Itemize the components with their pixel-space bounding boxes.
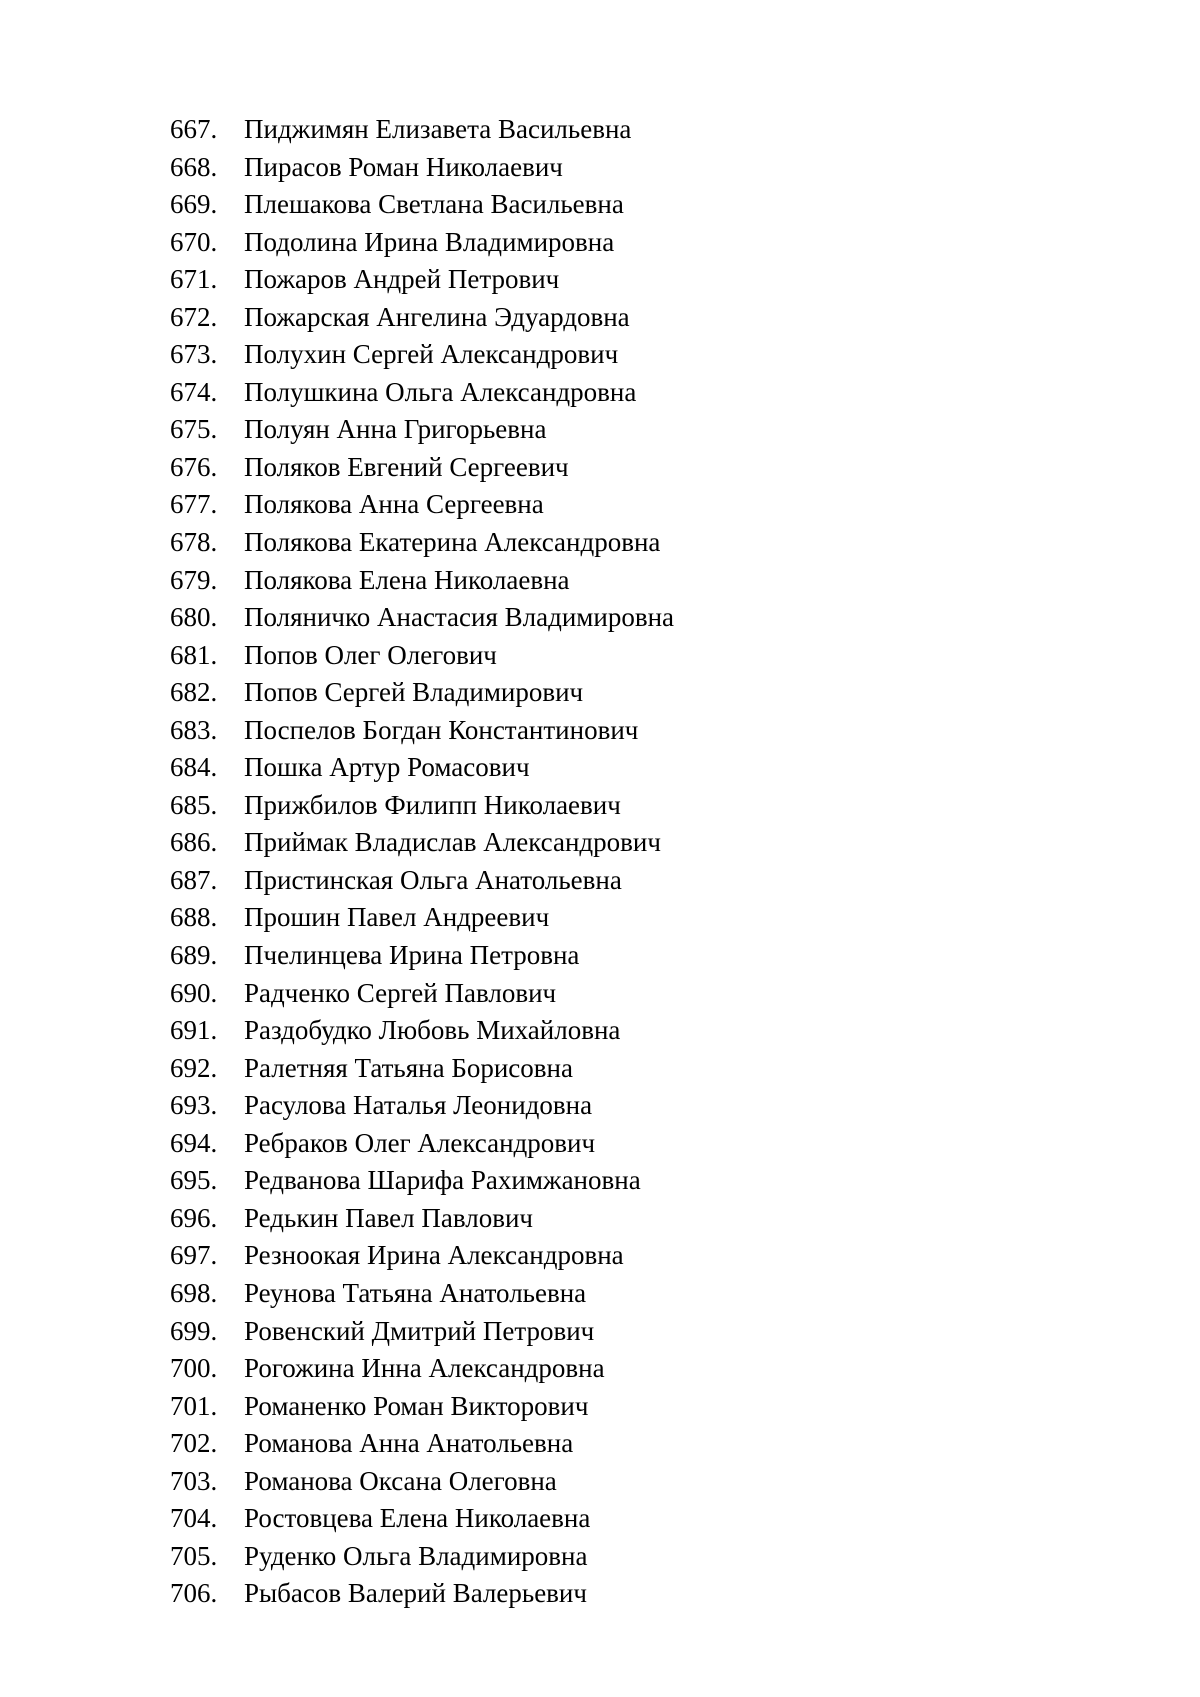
list-item: [170, 824, 674, 862]
item-number: 695.: [170, 1165, 218, 1196]
item-name: Поляков Евгений Сергеевич: [244, 451, 569, 482]
item-name: Подолина Ирина Владимировна: [244, 226, 615, 257]
item-name: Ростовцева Елена Николаевна: [244, 1503, 591, 1534]
item-number: 678.: [170, 527, 218, 558]
list-item: [170, 336, 674, 374]
list-item: [170, 524, 674, 562]
list-item: [170, 712, 674, 750]
item-name: Пожаров Андрей Петрович: [244, 264, 560, 295]
item-number: 694.: [170, 1127, 218, 1158]
item-name: Реунова Татьяна Анатольевна: [244, 1277, 587, 1308]
item-name: Редькин Павел Павлович: [244, 1202, 534, 1233]
list-item: [170, 1087, 674, 1125]
list-item: [170, 486, 674, 524]
list-item: [170, 637, 674, 675]
item-name: Руденко Ольга Владимировна: [244, 1540, 588, 1571]
list-item: [170, 1125, 674, 1163]
item-name: Романенко Роман Викторович: [244, 1390, 589, 1421]
item-number: 684.: [170, 752, 218, 783]
item-name: Раздобудко Любовь Михайловна: [244, 1015, 621, 1046]
list-item: [170, 1275, 674, 1313]
list-item: [170, 562, 674, 600]
list-item: [170, 299, 674, 337]
list-item: [170, 1200, 674, 1238]
item-number: 697.: [170, 1240, 218, 1271]
list-item: [170, 1313, 674, 1351]
item-name: Прижбилов Филипп Николаевич: [244, 789, 621, 820]
list-item: [170, 674, 674, 712]
item-name: Ровенский Дмитрий Петрович: [244, 1315, 595, 1346]
item-number: 686.: [170, 827, 218, 858]
item-number: 685.: [170, 789, 218, 820]
item-number: 677.: [170, 489, 218, 520]
list-item: [170, 1162, 674, 1200]
list-item: [170, 1463, 674, 1501]
item-number: 690.: [170, 977, 218, 1008]
item-name: Резноокая Ирина Александровна: [244, 1240, 624, 1271]
item-number: 675.: [170, 414, 218, 445]
list-item: [170, 111, 674, 149]
item-name: Пчелинцева Ирина Петровна: [244, 940, 580, 971]
item-number: 702.: [170, 1428, 218, 1459]
item-name: Полякова Елена Николаевна: [244, 564, 570, 595]
list-item: [170, 599, 674, 637]
item-name: Плешакова Светлана Васильевна: [244, 189, 624, 220]
item-name: Попов Олег Олегович: [244, 639, 497, 670]
item-name: Редванова Шарифа Рахимжановна: [244, 1165, 641, 1196]
list-item: [170, 1575, 674, 1613]
list-item: [170, 1050, 674, 1088]
item-name: Рыбасов Валерий Валерьевич: [244, 1578, 587, 1609]
list-item: [170, 975, 674, 1013]
list-item: [170, 937, 674, 975]
item-number: 705.: [170, 1540, 218, 1571]
list-item: [170, 899, 674, 937]
item-number: 667.: [170, 114, 218, 144]
item-number: 693.: [170, 1090, 218, 1121]
list-item: [170, 787, 674, 825]
list-item: [170, 449, 674, 487]
list-item: [170, 224, 674, 262]
item-number: 669.: [170, 189, 218, 220]
item-name: Пошка Артур Ромасович: [244, 752, 530, 783]
list-item: [170, 1500, 674, 1538]
list-item: [170, 862, 674, 900]
list-item: [170, 374, 674, 412]
list-item: [170, 186, 674, 224]
list-item: [170, 1012, 674, 1050]
item-number: 683.: [170, 714, 218, 745]
list-item: [170, 411, 674, 449]
list-item: [170, 1350, 674, 1388]
item-number: 696.: [170, 1202, 218, 1233]
item-number: 672.: [170, 301, 218, 332]
item-number: 668.: [170, 151, 218, 182]
name-list: [170, 111, 674, 1613]
item-name: Расулова Наталья Леонидовна: [244, 1090, 593, 1121]
item-name: Прошин Павел Андреевич: [244, 902, 550, 933]
item-name: Полухин Сергей Александрович: [244, 339, 619, 370]
item-name: Поляничко Анастасия Владимировна: [244, 602, 675, 633]
item-name: Радченко Сергей Павлович: [244, 977, 557, 1008]
item-number: 691.: [170, 1015, 218, 1046]
item-name: Романова Оксана Олеговна: [244, 1465, 557, 1496]
item-number: 703.: [170, 1465, 218, 1496]
item-number: 689.: [170, 940, 218, 971]
item-name: Романова Анна Анатольевна: [244, 1428, 574, 1459]
list-item: [170, 1388, 674, 1426]
item-name: Поспелов Богдан Константинович: [244, 714, 639, 745]
list-item: [170, 261, 674, 299]
item-number: 676.: [170, 451, 218, 482]
list-item: [170, 1538, 674, 1576]
item-number: 687.: [170, 864, 218, 895]
item-number: 699.: [170, 1315, 218, 1346]
item-number: 670.: [170, 226, 218, 257]
item-name: Пирасов Роман Николаевич: [244, 151, 563, 182]
list-item: [170, 749, 674, 787]
item-name: Пиджимян Елизавета Васильевна: [244, 114, 632, 144]
item-number: 688.: [170, 902, 218, 933]
item-number: 682.: [170, 677, 218, 708]
item-number: 674.: [170, 376, 218, 407]
item-name: Полушкина Ольга Александровна: [244, 376, 637, 407]
item-name: Пожарская Ангелина Эдуардовна: [244, 301, 630, 332]
item-name: Ребраков Олег Александрович: [244, 1127, 596, 1158]
item-number: 681.: [170, 639, 218, 670]
item-name: Рогожина Инна Александровна: [244, 1353, 605, 1384]
item-number: 679.: [170, 564, 218, 595]
list-item: [170, 1237, 674, 1275]
item-number: 680.: [170, 602, 218, 633]
item-number: 700.: [170, 1353, 218, 1384]
item-number: 673.: [170, 339, 218, 370]
item-number: 704.: [170, 1503, 218, 1534]
item-name: Полуян Анна Григорьевна: [244, 414, 547, 445]
list-item: [170, 1425, 674, 1463]
item-name: Полякова Анна Сергеевна: [244, 489, 544, 520]
item-name: Приймак Владислав Александрович: [244, 827, 661, 858]
item-number: 706.: [170, 1578, 218, 1609]
item-number: 701.: [170, 1390, 218, 1421]
item-number: 698.: [170, 1277, 218, 1308]
item-name: Полякова Екатерина Александровна: [244, 527, 661, 558]
item-name: Ралетняя Татьяна Борисовна: [244, 1052, 573, 1083]
item-number: 692.: [170, 1052, 218, 1083]
item-name: Пристинская Ольга Анатольевна: [244, 864, 622, 895]
item-number: 671.: [170, 264, 218, 295]
item-name: Попов Сергей Владимирович: [244, 677, 584, 708]
list-item: [170, 149, 674, 187]
